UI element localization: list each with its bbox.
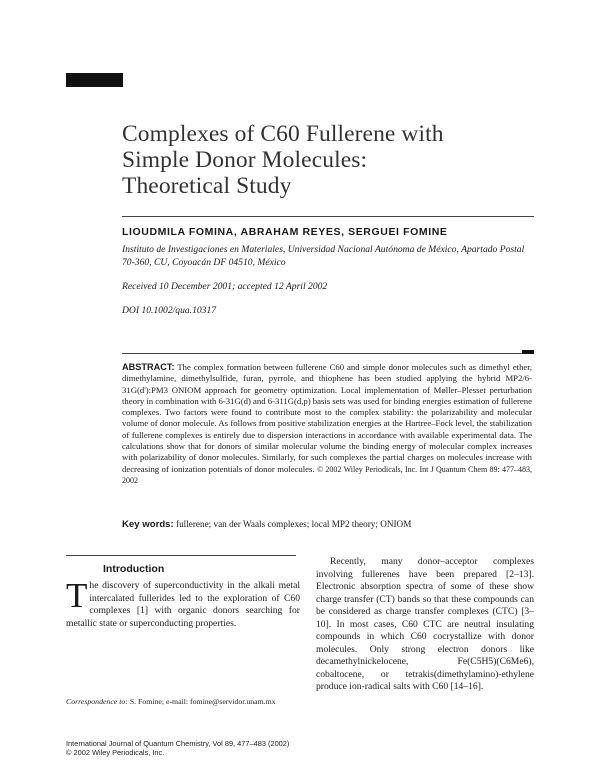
received-dates: Received 10 December 2001; accepted 12 April 2002 <box>122 281 328 292</box>
abstract-copyright: © 2002 Wiley Periodicals, Inc. Int J Quantum Chem 89: 477–483, 2002 <box>122 464 533 485</box>
abstract-divider <box>122 353 534 354</box>
correspondence-text: S. Fomine; e-mail: fomine@servidor.unam.mx <box>129 697 276 706</box>
abstract-text: The complex formation between fullerene C60 and simple donor molecules such as dimethyl ether, dimethylamine, dimethylsulfide, furan, pyrrole, and thiophene has been studied applying the hybrid MP2/6-31G(d'):PM3 ONIOM approach for geometry optimization. Local implementation of Møller–Plesset perturbation theory in combination with 6-31G(d) and 6-311G(d,p) basis sets was used for binding energies estimation of fullerene complexes. Two factors were found to contribute most to the complex stability: the polarizability and molecular volume of donor molecule. As follows from positive stabilization energies at the Hartree–Fock level, the stabilization of fullerene complexes is entirely due to dispersion interactions in accordance with available experimental data. The calculations show that for donors of similar molecular volume the binding energy of molecular complex increases with polarizability of donor molecules. Similarly, for such complexes the partial charges on molecules increase with decreasing of ionization potentials of donor molecules. <box>122 362 533 474</box>
affiliation: Instituto de Investigaciones en Materiales, Universidad Nacional Autónoma de México, Apartado Postal 70-360, CU, Coyoacán DF 04510, México <box>122 244 525 268</box>
introduction-paragraph <box>66 576 300 630</box>
right-column <box>316 556 534 694</box>
article-title <box>122 121 542 199</box>
abstract-divider-tab <box>522 350 534 354</box>
abstract <box>122 362 532 486</box>
drop-cap: T <box>66 576 88 615</box>
author-list: LIOUDMILA FOMINA, ABRAHAM REYES, SERGUEI FOMINE <box>122 226 448 238</box>
abstract-label: ABSTRACT: <box>122 362 175 372</box>
correspondence-label: Correspondence to: <box>66 697 128 706</box>
correspondence-note <box>66 697 300 707</box>
fe-formula: Fe(C5H5)(C6Me6) <box>457 656 532 667</box>
keywords <box>122 519 411 530</box>
title-divider <box>122 216 534 217</box>
title-line-3: Theoretical Study <box>122 173 292 199</box>
footer-journal-line: International Journal of Quantum Chemistry, Vol 89, 477–483 (2002) <box>66 739 290 748</box>
doi: DOI 10.1002/qua.10317 <box>122 305 217 316</box>
title-line-1: Complexes of C60 Fullerene with <box>122 121 444 147</box>
header-black-tab <box>66 73 123 87</box>
footer-copyright-line: © 2002 Wiley Periodicals, Inc. <box>66 748 165 757</box>
right-paragraph-text: Recently, many donor–acceptor complexes involving fullerenes have been prepared [2–13]. Electronic absorption spectra of some of these show charge transfer (CT) bands so that these compounds can be considered as charge transfer complexes (CTC) [3–10]. In most cases, C60 CTC are neutral insulating compounds in which C60 cocrystallize with donor molecules. Only strong electron donors like decamethylnickelocene, <box>316 556 534 667</box>
introduction-text: he discovery of superconductivity in the alkali metal intercalated fullerides led to the exploration of C60 complexes [1] with organic donors searching for metallic state or superconducting properties. <box>66 580 300 629</box>
right-paragraph <box>316 556 534 694</box>
keywords-label: Key words: <box>122 519 174 530</box>
journal-footer <box>66 739 289 757</box>
introduction-heading: Introduction <box>103 563 165 575</box>
title-line-2: Simple Donor Molecules: <box>122 147 368 173</box>
introduction-divider <box>66 555 296 556</box>
keywords-text: fullerene; van der Waals complexes; local MP2 theory; ONIOM <box>176 519 412 529</box>
right-paragraph-end: , cobaltocene, or tetrakis(dimethylamino)-ethylene produce ion-radical salts with C60 [14–16]. <box>316 656 534 692</box>
